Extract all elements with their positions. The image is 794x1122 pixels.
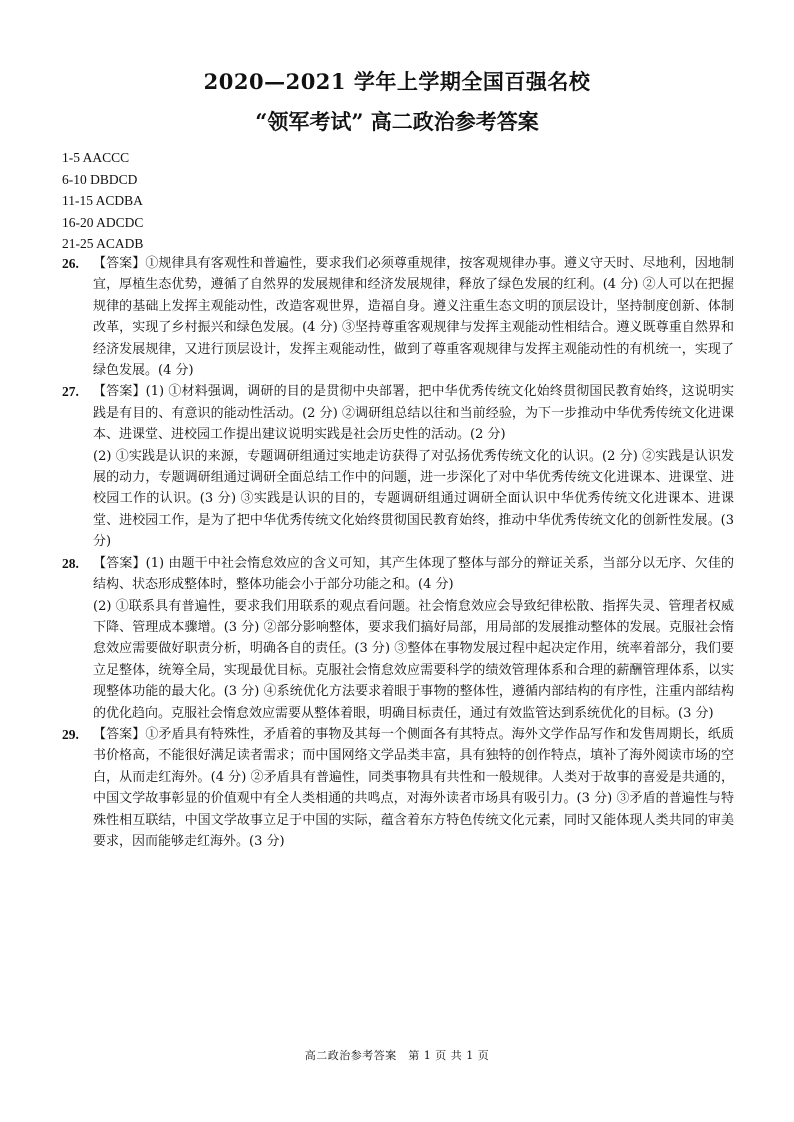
page-footer: 高二政治参考答案 第 1 页 共 1 页 — [304, 1049, 490, 1062]
essay-answers — [62, 253, 734, 852]
mc-row: 16-20 ADCDC — [62, 214, 144, 230]
document-title: 2020—2021 学年上学期全国百强名校 — [203, 69, 591, 94]
question-29 — [62, 724, 734, 852]
answer-paragraph: 【答案】①矛盾具有特殊性，矛盾着的事物及其每一个侧面各有其特点。海外文学作品写作和发售周期长，纸质书价格高，不能很好满足读者需求；而中国网络文学品类丰富，具有独特的创作特点，填补了海外阅读市场的空白，从而走红海外。(4 分) ②矛盾具有普遍性，同类事物具有共性和一般规律。人类对于故事的喜爱是共通的，中国文学故事彰显的价值观中有全人类相通的共鸣点，对海外读者市场具有吸引力。(3 分) ③矛盾的普遍性与特殊性相互联结，中国文学故事立足于中国的实际，蕴含着东方特色传统文化元素，同时又能体现人类共同的审美要求，因而能够走红海外。(3 分) — [93, 726, 734, 849]
question-number: 29. — [62, 726, 79, 742]
mc-row: 6-10 DBDCD — [62, 171, 138, 187]
mc-row: 11-15 ACDBA — [62, 193, 143, 208]
question-26 — [62, 253, 734, 381]
answer-paragraph: 【答案】(1) 由题干中社会惰怠效应的含义可知，其产生体现了整体与部分的辩证关系，当部分以无序、欠佳的结构、状态形成整体时，整体功能会小于部分功能之和。(4 分) — [93, 555, 734, 593]
answer-paragraph: 【答案】(1) ①材料强调，调研的目的是贯彻中央部署，把中华优秀传统文化始终贯彻国民教育始终，这说明实践是有目的、有意识的能动性活动。(2 分) ②调研组总结以往和当前经验，为下一步推动中华优秀传统文化进课本、进课堂、进校园工作提出建议说明实践是社会历史性的活动。(2 分) — [93, 384, 734, 443]
answer-paragraph: (2) ①联系具有普遍性，要求我们用联系的观点看问题。社会惰怠效应会导致纪律松散、指挥失灵、管理者权威下降、管理成本骤增。(3 分) ②部分影响整体，要求我们搞好局部，用局部的发展推动整体的发展。克服社会惰怠效应需要做好职责分析，明确各自的责任。(3 分) ③整体在事物发展过程中起决定作用，统率着部分，我们要立足整体，统筹全局，实现最优目标。克服社会惰怠效应需要科学的绩效管理体系和合理的薪酬管理体系，以实现整体功能的最大化。(3 分) ④系统优化方法要求着眼于事物的整体性，遵循内部结构的有序性，注重内部结构的优化趋向。克服社会惰怠效应需要从整体着眼，明确目标责任，通过有效监管达到系统优化的目标。(3 分) — [93, 598, 734, 721]
question-number: 28. — [62, 555, 79, 571]
question-28 — [62, 553, 734, 724]
answer-paragraph: (2) ①实践是认识的来源，专题调研组通过实地走访获得了对弘扬优秀传统文化的认识。(2 分) ②实践是认识发展的动力，专题调研组通过调研全面总结工作中的问题，进一步深化了对中华优秀传统文化进课本、进课堂、进校园工作的认识。(3 分) ③实践是认识的目的，专题调研组通过调研全面认识中华优秀传统文化进课本、进课堂、进校园工作，是为了把中华优秀传统文化始终贯彻国民教育始终，推动中华优秀传统文化的创新性发展。(3 分) — [93, 448, 734, 550]
multiple-choice-answers — [62, 147, 262, 255]
question-number: 27. — [62, 384, 79, 400]
mc-row: 1-5 AACCC — [62, 150, 130, 165]
question-number: 26. — [62, 256, 79, 271]
question-27 — [62, 381, 734, 552]
answer-paragraph: 【答案】①规律具有客观性和普遍性，要求我们必须尊重规律，按客观规律办事。遵义守天时、尽地利，因地制宜，厚植生态优势，遵循了自然界的发展规律和经济发展规律，释放了绿色发展的红利。(4 分) ②人可以在把握规律的基础上发挥主观能动性，改造客观世界，造福自身。遵义注重生态文明的顶层设计，坚持制度创新、体制改革，实现了乡村振兴和绿色发展。(4 分) ③坚持尊重客观规律与发挥主观能动性相结合。遵义既尊重自然界和经济发展规律，又进行顶层设计，发挥主观能动性，做到了尊重客观规律与发挥主观能动性的有机统一，实现了绿色发展。(4 分) — [93, 256, 734, 379]
document-subtitle: “领军考试” 高二政治参考答案 — [255, 109, 539, 134]
mc-row: 21-25 ACADB — [62, 236, 144, 251]
